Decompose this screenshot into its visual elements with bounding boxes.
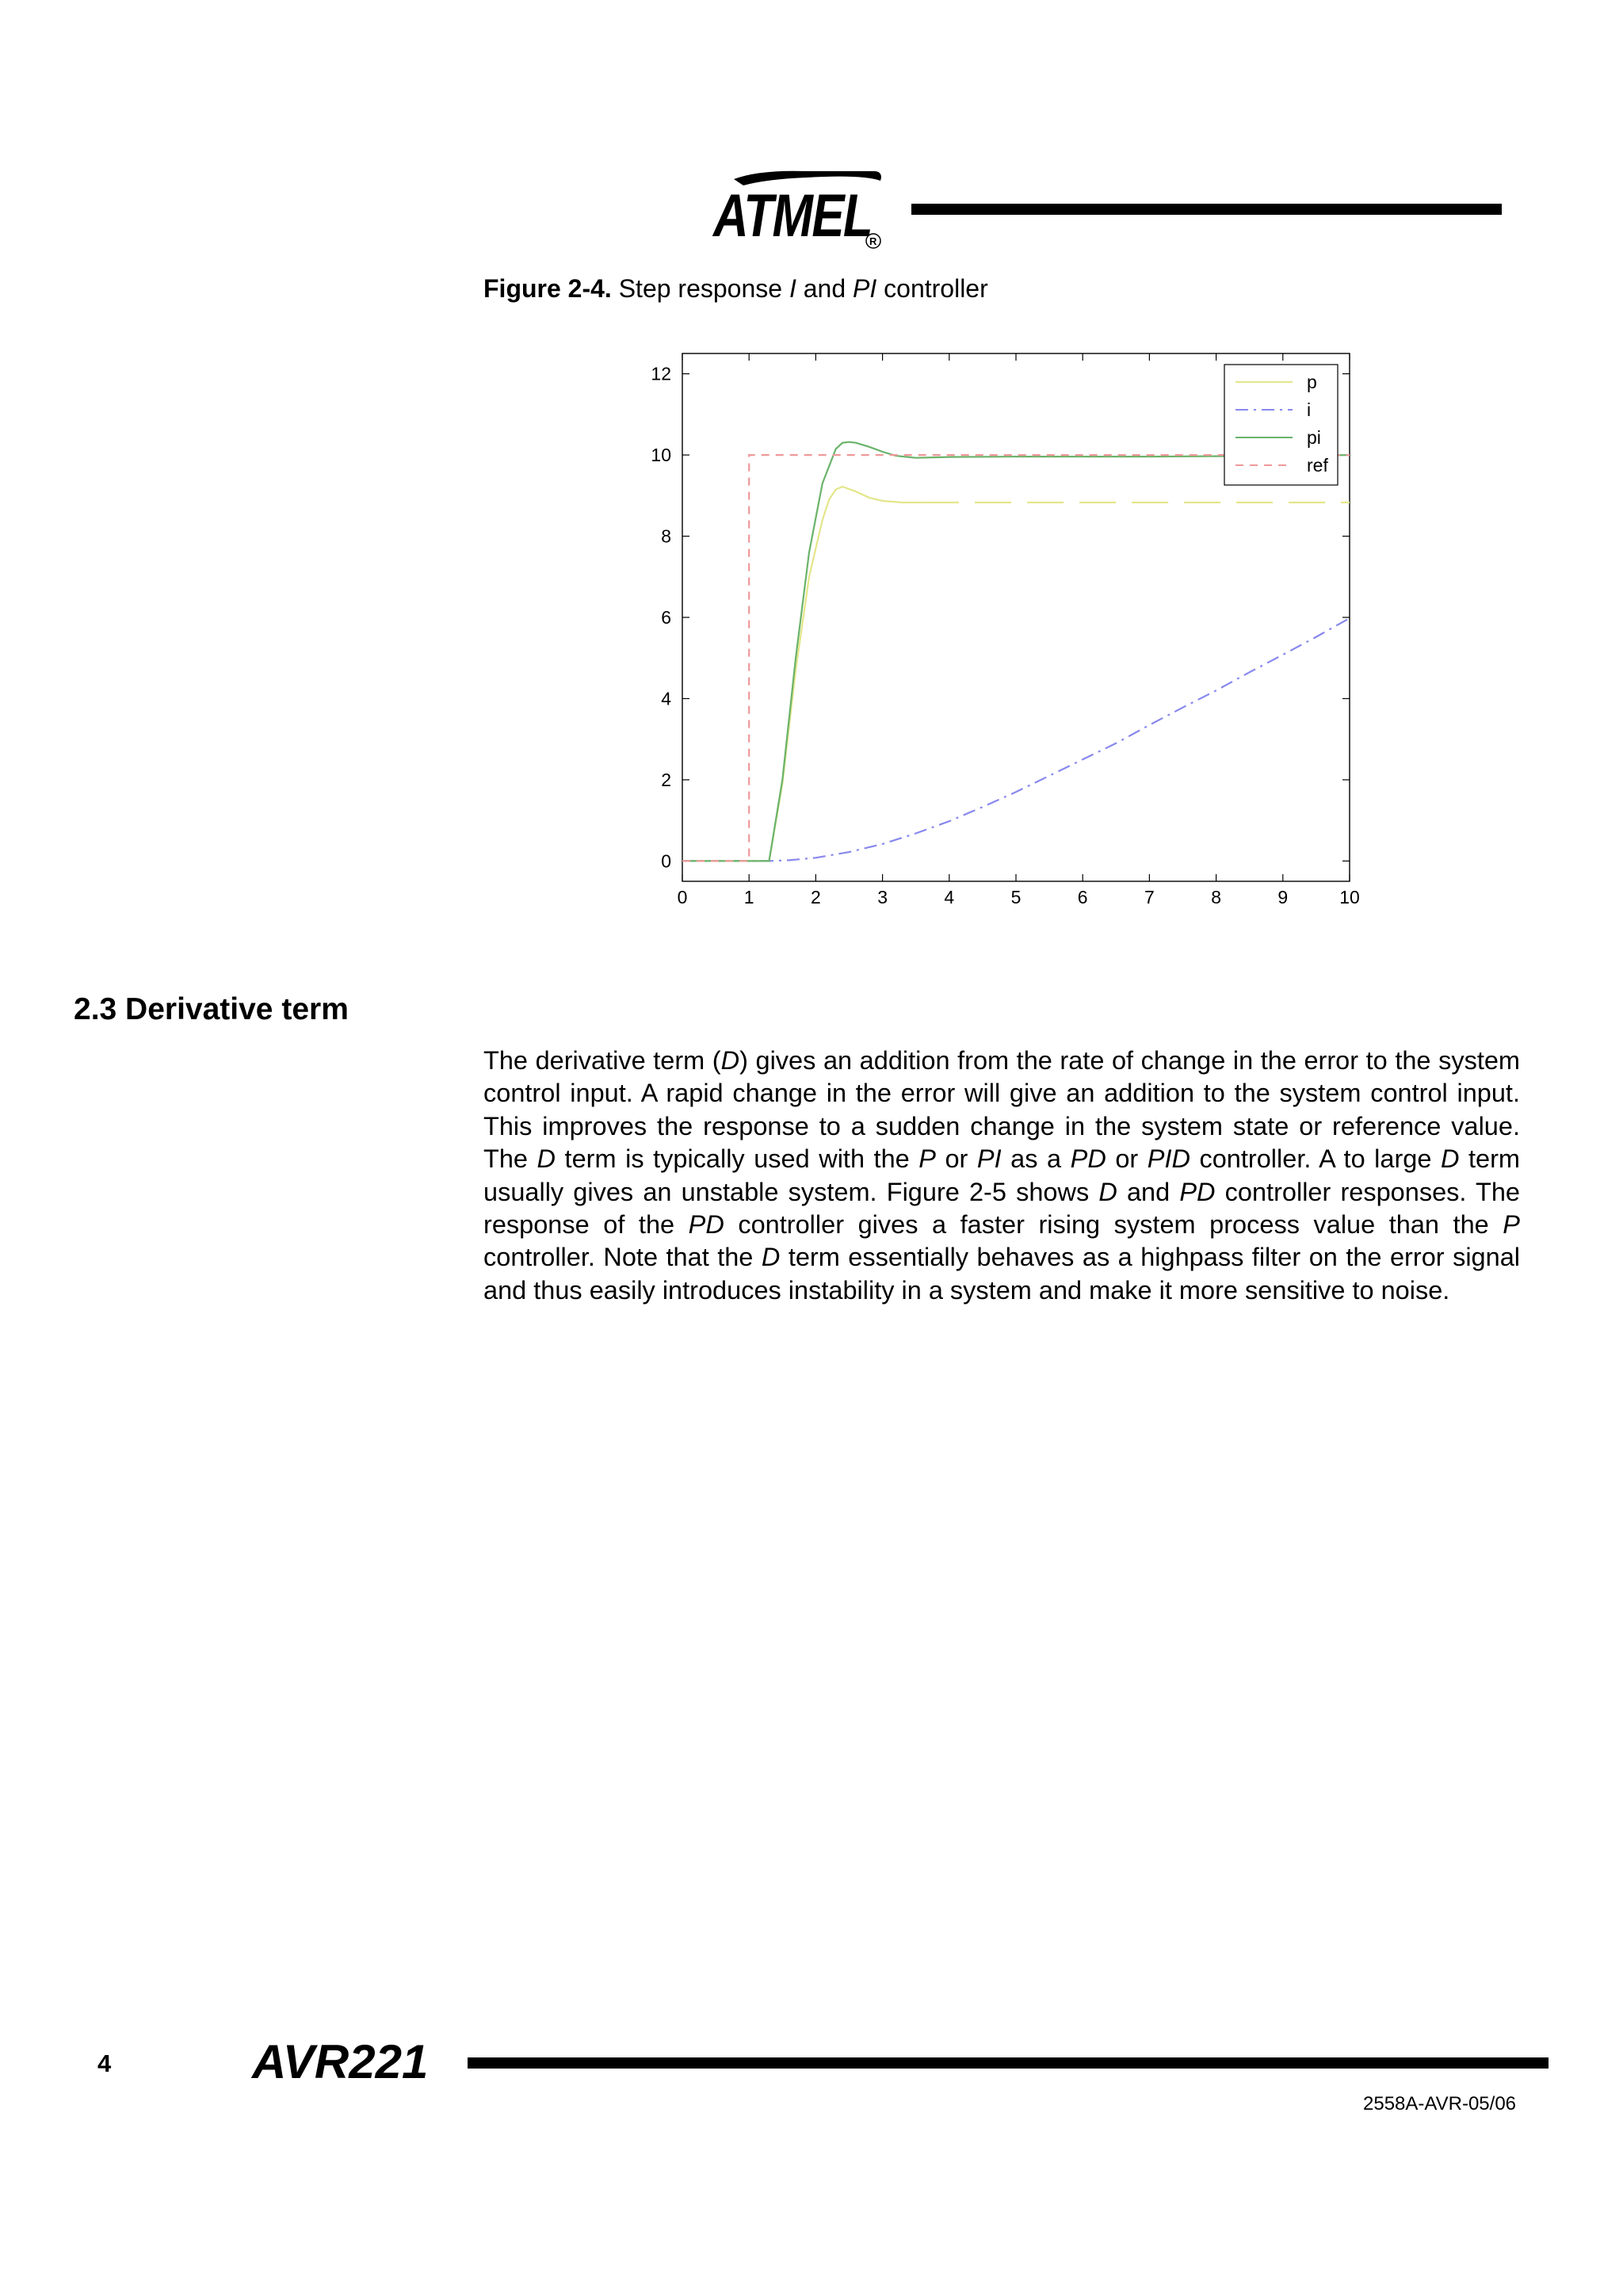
body-italic-run: D — [761, 1243, 781, 1272]
body-text-run: or — [935, 1144, 977, 1174]
body-italic-run: P — [1503, 1210, 1520, 1240]
body-text-run: controller. Note that the — [483, 1243, 762, 1272]
footer-rule — [468, 2057, 1549, 2069]
x-tick-label: 6 — [1077, 887, 1088, 907]
caption-text-2: and — [796, 274, 854, 303]
y-tick-label: 8 — [661, 525, 671, 547]
y-tick-label: 6 — [661, 607, 671, 628]
footer-doc-title: AVR221 — [252, 2035, 429, 2088]
body-text-run: controller responses. The response of the — [483, 1177, 1520, 1240]
body-italic-run: D — [1098, 1177, 1117, 1206]
body-text-run: term usually gives an unstable system. Figure 2-5 shows — [483, 1144, 1520, 1206]
caption-pi: PI — [853, 274, 877, 303]
caption-i: I — [789, 274, 796, 303]
body-text-run: term essentially behaves as a highpass filter on the error signal and thus easily introduces instability in a system and make it more sensitive to noise. — [483, 1243, 1520, 1305]
legend-label-p: p — [1307, 372, 1317, 392]
body-italic-run: PD — [688, 1210, 724, 1240]
body-text-run: or — [1106, 1144, 1148, 1174]
caption-text-3: controller — [876, 274, 988, 303]
figure-caption — [483, 274, 988, 304]
body-text-run: controller gives a faster rising system process value than the — [724, 1210, 1503, 1240]
page-number: 4 — [97, 2050, 112, 2077]
x-tick-label: 2 — [811, 887, 821, 907]
header-rule — [911, 204, 1502, 215]
caption-text-1: Step response — [618, 274, 789, 303]
x-tick-label: 5 — [1010, 887, 1022, 907]
doc-code: 2558A-AVR-05/06 — [1363, 2093, 1517, 2115]
body-italic-run: PI — [976, 1144, 1002, 1174]
svg-text:R: R — [869, 235, 877, 247]
body-italic-run: D — [537, 1144, 556, 1174]
x-tick-label: 7 — [1144, 887, 1155, 907]
y-tick-label: 12 — [651, 363, 671, 384]
body-text-run: term is typically used with the — [556, 1144, 919, 1174]
x-tick-label: 0 — [677, 887, 688, 907]
y-tick-label: 10 — [651, 445, 671, 466]
atmel-logo — [712, 168, 884, 251]
body-text-run: The derivative term ( — [483, 1046, 721, 1075]
body-italic-run: PID — [1147, 1144, 1190, 1174]
x-tick-label: 8 — [1211, 887, 1221, 907]
body-text-run: ) gives an addition from the rate of change in the error to the system control input. A rapid change in the error will give an addition to the system control input. This improves the response to a sudden change in the system state or reference value. The — [483, 1046, 1520, 1174]
x-tick-label: 3 — [877, 887, 888, 907]
legend-label-pi: pi — [1307, 427, 1321, 448]
body-italic-run: PD — [1179, 1177, 1216, 1206]
svg-text:ATMEL: ATMEL — [712, 182, 872, 250]
section-heading: 2.3 Derivative term — [74, 992, 349, 1026]
x-tick-label: 9 — [1277, 887, 1289, 907]
x-tick-label: 1 — [743, 887, 754, 907]
figure-label: Figure 2-4. — [483, 274, 612, 303]
x-tick-label: 4 — [944, 887, 955, 907]
legend-label-ref: ref — [1307, 455, 1328, 476]
body-italic-run: D — [720, 1046, 740, 1075]
body-text-run: and — [1117, 1177, 1180, 1206]
body-text-run: controller. A to large — [1190, 1144, 1441, 1174]
x-tick-label: 10 — [1339, 887, 1360, 907]
body-text-run: as a — [1001, 1144, 1071, 1174]
y-tick-label: 4 — [661, 688, 671, 709]
y-tick-label: 2 — [661, 769, 671, 790]
body-italic-run: D — [1440, 1144, 1460, 1174]
legend-label-i: i — [1307, 399, 1312, 420]
y-tick-label: 0 — [661, 850, 671, 872]
body-italic-run: PD — [1070, 1144, 1106, 1174]
section-body — [483, 1045, 1520, 1307]
step-response-chart — [618, 341, 1379, 919]
body-italic-run: P — [918, 1144, 936, 1174]
